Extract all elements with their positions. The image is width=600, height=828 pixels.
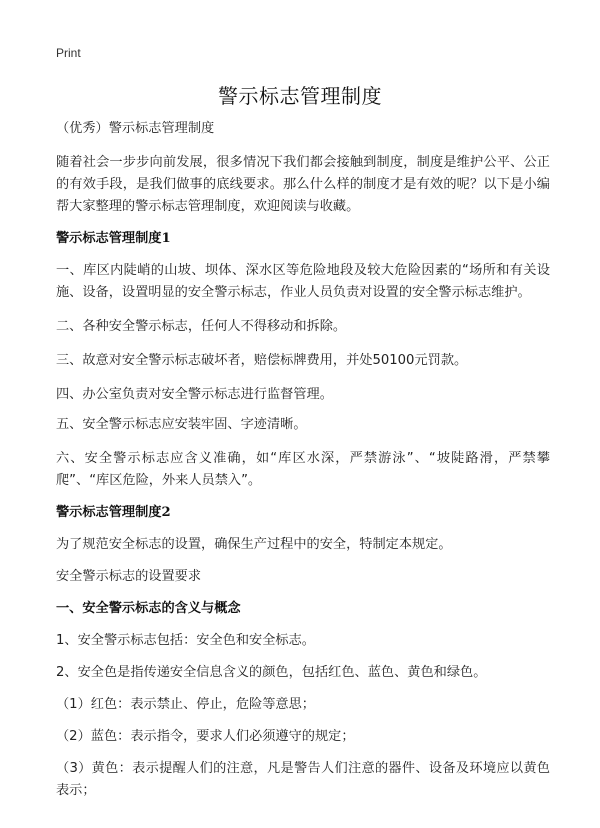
intro-paragraph: 随着社会一步步向前发展，很多情况下我们都会接触到制度，制度是维护公平、公正的有效手段，是我们做事的底线要求。那么什么样的制度才是有效的呢？以下是小编帮大家整理的警示标志管理制度，欢迎阅读与收藏。: [56, 155, 550, 214]
section1-item-3: 三、故意对安全警示标志破坏者，赔偿标牌费用，并处50100元罚款。: [56, 353, 468, 368]
section2-intro: 为了规范安全标志的设置，确保生产过程中的安全，特制定本规定。: [56, 537, 452, 552]
section1-item-4: 四、办公室负责对安全警示标志进行监督管理。: [56, 387, 333, 402]
document-body: [56, 118, 550, 802]
section1-item-1: 一、库区内陡峭的山坡、坝体、深水区等危险地段及较大危险因素的“场所和有关设施、设备，设置明显的安全警示标志，作业人员负责对设置的安全警示标志维护。: [56, 263, 550, 300]
section2-item-1: 1、安全警示标志包括：安全色和安全标志。: [56, 633, 315, 648]
section2-item-5: （3）黄色：表示提醒人们的注意，凡是警告人们注意的器件、设备及环境应以黄色表示；: [56, 761, 550, 798]
section2-item-2: 2、安全色是指传递安全信息含义的颜色，包括红色、蓝色、黄色和绿色。: [56, 665, 487, 680]
section2-item-4: （2）蓝色：表示指令，要求人们必须遵守的规定；: [56, 729, 355, 744]
print-label: Print: [56, 46, 81, 60]
section2-item-3: （1）红色：表示禁止、停止，危险等意思；: [56, 697, 315, 712]
section1-item-2: 二、各种安全警示标志，任何人不得移动和拆除。: [56, 319, 347, 334]
subtitle: （优秀）警示标志管理制度: [56, 121, 215, 136]
section2-sub-heading: 一、安全警示标志的含义与概念: [56, 601, 241, 616]
page-title: 警示标志管理制度: [218, 84, 382, 108]
section1-item-5: 五、安全警示标志应安装牢固、字迹清晰。: [56, 417, 307, 432]
section2-heading: 警示标志管理制度2: [56, 505, 171, 520]
section1-item-6: 六、安全警示标志应含义准确，如“库区水深，严禁游泳”、“坡陡路滑，严禁攀爬”、“库区危险，外来人员禁入”。: [56, 451, 550, 488]
section1-heading: 警示标志管理制度1: [56, 231, 171, 246]
section2-sub-label: 安全警示标志的设置要求: [56, 569, 202, 584]
